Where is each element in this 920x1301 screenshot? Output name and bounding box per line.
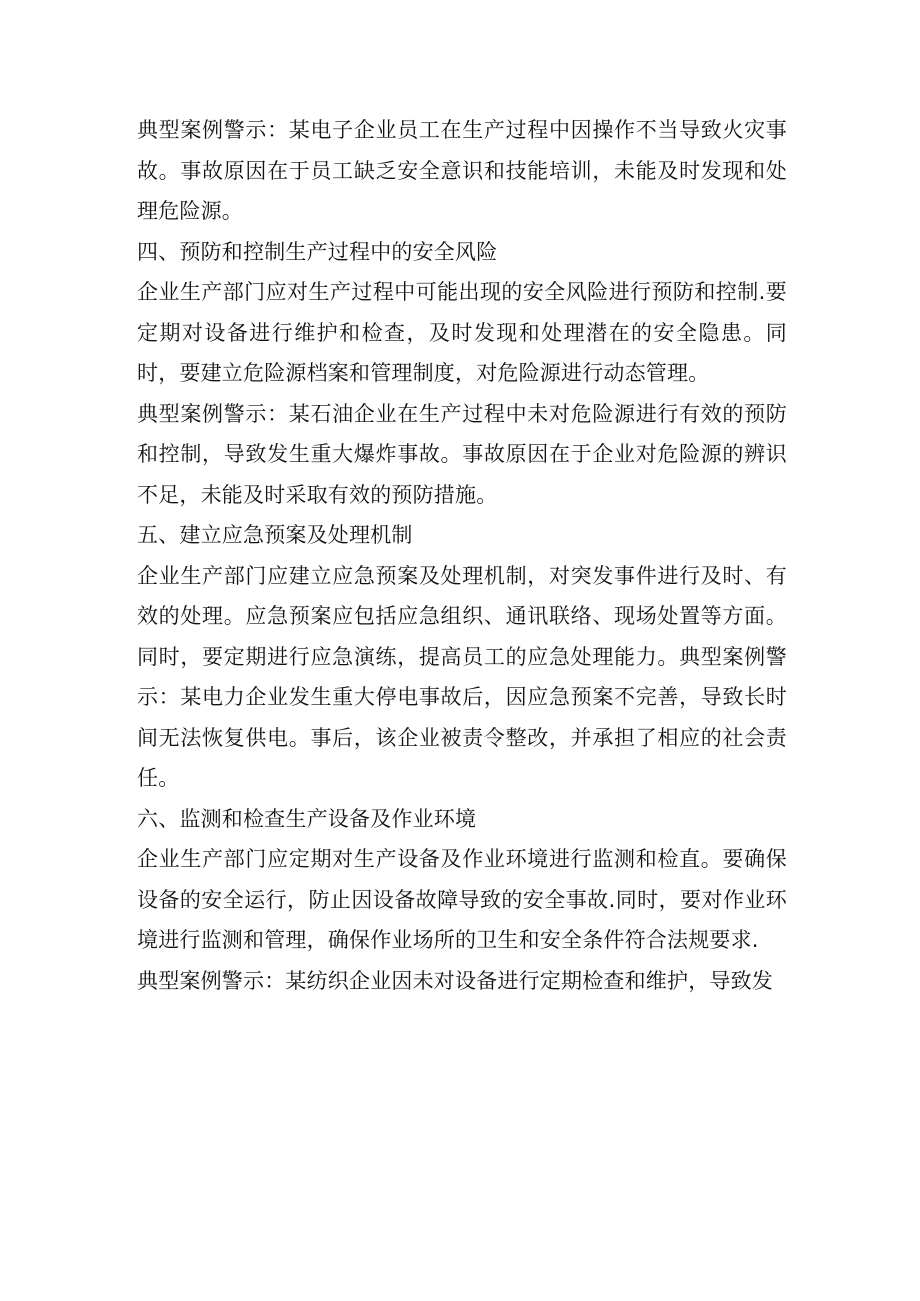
- paragraph-equipment-monitoring: 企业生产部门应定期对生产设备及作业环境进行监测和检直。要确保设备的安全运行，防止因设备故障导致的安全事故.同时，要对作业环境进行监测和管理，确保作业场所的卫生和安全条件符合法规要求.: [137, 847, 787, 952]
- paragraph-case-petroleum: 典型案例警示：某石油企业在生产过程中未对危险源进行有效的预防和控制，导致发生重大爆炸事故。事故原因在于企业对危险源的辨识不足，未能及时采取有效的预防措施。: [137, 401, 787, 507]
- paragraph-emergency-plan: 企业生产部门应建立应急预案及处理机制，对突发事件进行及时、有效的处理。应急预案应包括应急组织、通讯联络、现场处置等方面。同时，要定期进行应急演练，提高员工的应急处理能力。典型案例警示：某电力企业发生重大停电事故后，因应急预案不完善，导致长时间无法恢复供电。事后，该企业被责令整改，并承担了相应的社会责任。: [137, 563, 787, 790]
- document-body: [137, 110, 787, 1001]
- section-heading-5: 五、建立应急预案及处理机制: [137, 523, 413, 547]
- paragraph-risk-prevention: 企业生产部门应对生产过程中可能出现的安全风险进行预防和控制.要定期对设备进行维护和检查，及时发现和处理潜在的安全隐患。同时，要建立危险源档案和管理制度，对危险源进行动态管理。: [137, 280, 787, 385]
- paragraph-case-textile: 典型案例警示：某纺织企业因未对设备进行定期检查和维护，导致发: [137, 968, 773, 993]
- paragraph-case-electronics: 典型案例警示：某电子企业员工在生产过程中因操作不当导致火灾事故。事故原因在于员工缺乏安全意识和技能培训，未能及时发现和处理危险源。: [137, 118, 787, 223]
- section-heading-6: 六、监测和检查生产设备及作业环境: [137, 806, 477, 831]
- section-heading-4: 四、预防和控制生产过程中的安全风险: [137, 239, 498, 264]
